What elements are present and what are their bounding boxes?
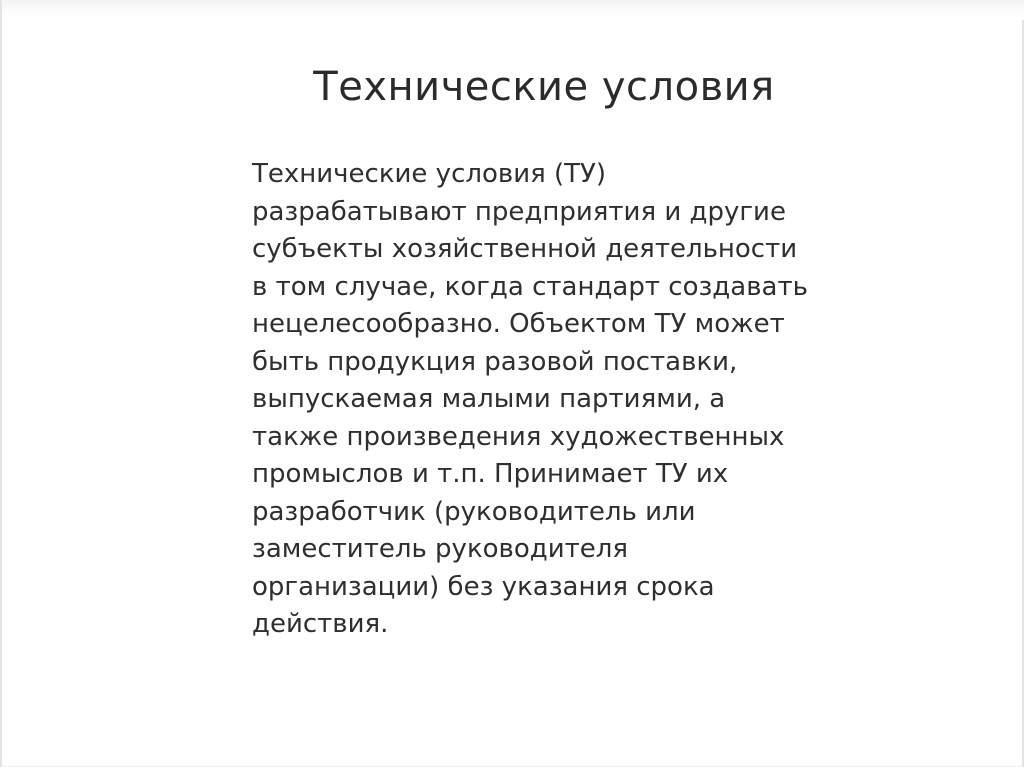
body-line-7: выпускаемая малыми партиями, а [252, 384, 726, 414]
body-line-1: Технические условия (ТУ) [252, 159, 607, 189]
body-line-5: нецелесообразно. Объектом ТУ может [252, 309, 785, 339]
body-line-3: субъекты хозяйственной деятельности [252, 234, 798, 264]
body-line-9: промыслов и т.п. Принимает ТУ их [252, 459, 729, 489]
slide-top-shadow [2, 0, 1024, 20]
slide-body-text [252, 156, 892, 644]
body-line-13: действия. [252, 609, 389, 639]
body-line-6: быть продукция разовой поставки, [252, 346, 738, 377]
slide-title: Технические условия [313, 64, 775, 110]
body-line-10: разработчик (руководитель или [252, 496, 696, 527]
body-line-8: также произведения художественных [252, 421, 785, 452]
body-line-4: в том случае, когда стандарт создавать [252, 271, 808, 302]
body-line-12: организации) без указания срока [252, 571, 715, 602]
body-line-2: разрабатывают предприятия и другие [252, 196, 786, 227]
body-line-11: заместитель руководителя [252, 534, 629, 564]
